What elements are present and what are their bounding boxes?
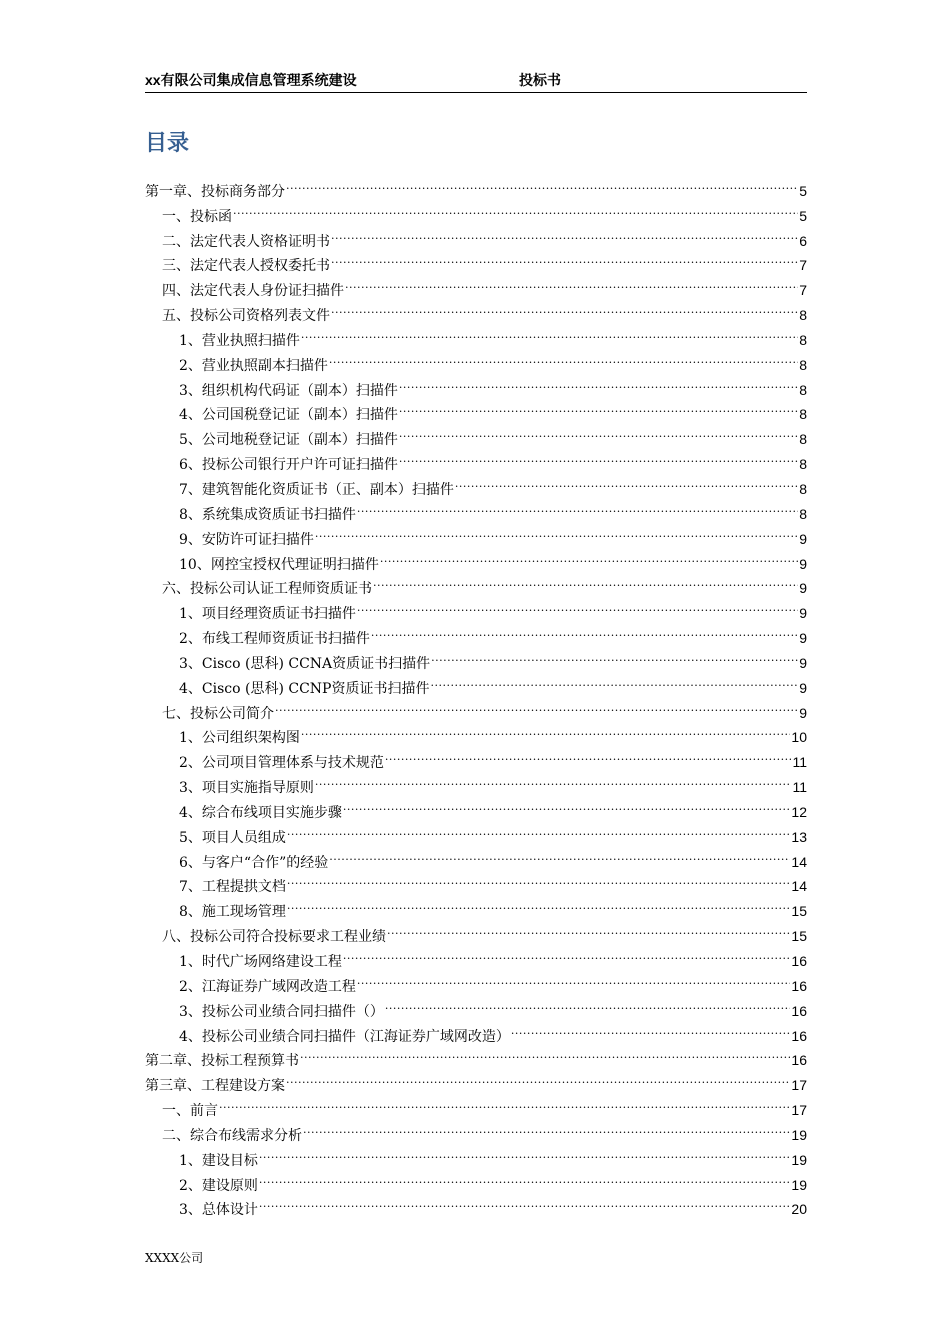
toc-entry-title: 4、公司国税登记证（副本）扫描件 [179, 407, 398, 424]
toc-entry[interactable] [145, 221, 807, 250]
toc-entry[interactable] [145, 693, 807, 722]
toc-page-number: 16 [791, 1052, 807, 1069]
toc-entry[interactable] [145, 668, 807, 697]
toc-entry[interactable] [145, 1016, 807, 1045]
toc-page-number: 9 [799, 704, 807, 721]
toc-entry-title: 三、法定代表人授权委托书 [162, 258, 330, 275]
toc-leader-dots [287, 891, 791, 916]
toc-leader-dots [371, 618, 798, 643]
toc-page-number: 9 [799, 679, 807, 696]
toc-leader-dots [301, 320, 798, 345]
toc-entry[interactable] [145, 991, 807, 1020]
toc-leader-dots [300, 1041, 790, 1066]
toc-leader-dots [345, 270, 798, 295]
toc-entry[interactable] [145, 1065, 807, 1095]
toc-entry[interactable] [145, 891, 807, 921]
toc-page-number: 15 [791, 928, 807, 945]
toc-entry-title: 6、投标公司银行开户许可证扫描件 [179, 457, 398, 474]
toc-entry-title: 9、安防许可证扫描件 [179, 531, 314, 548]
toc-page-number: 5 [799, 207, 807, 224]
toc-leader-dots [431, 643, 798, 668]
toc-entry-title: 八、投标公司符合投标要求工程业绩 [162, 929, 386, 946]
toc-page-number: 7 [799, 257, 807, 274]
toc-entry[interactable] [145, 544, 807, 573]
toc-entry-title: 6、与客户“合作”的经验 [179, 854, 329, 871]
toc-page-number: 16 [791, 1027, 807, 1044]
toc-entry-title: 8、施工现场管理 [179, 904, 286, 921]
toc-entry-title: 4、投标公司业绩合同扫描件（江海证券广域网改造） [179, 1028, 510, 1045]
toc-page-number: 6 [799, 232, 807, 249]
toc-entry-title: 4、Cisco (思科) CCNP资质证书扫描件 [179, 680, 430, 697]
toc-leader-dots [275, 693, 798, 718]
toc-entry[interactable] [145, 718, 807, 747]
toc-entry[interactable] [145, 295, 807, 325]
toc-entry-title: 2、建设原则 [179, 1177, 258, 1194]
toc-leader-dots [343, 941, 791, 966]
toc-page-number: 17 [791, 1077, 807, 1094]
toc-entry-title: 1、公司组织架构图 [179, 730, 300, 747]
toc-leader-dots [399, 444, 798, 469]
toc-leader-dots [455, 469, 798, 494]
toc-entry-title: 1、建设目标 [179, 1152, 258, 1169]
toc-page-number: 8 [799, 406, 807, 423]
toc-entry[interactable] [145, 593, 807, 623]
toc-entry[interactable] [145, 246, 807, 275]
toc-page-number: 8 [799, 480, 807, 497]
toc-entry-title: 六、投标公司认证工程师资质证书 [162, 581, 372, 598]
toc-page-number: 5 [799, 182, 807, 199]
toc-leader-dots [219, 1090, 790, 1115]
toc-entry-title: 7、建筑智能化资质证书（正、副本）扫描件 [179, 481, 454, 498]
toc-entry-title: 第二章、投标工程预算书 [145, 1053, 299, 1070]
toc-leader-dots [329, 345, 798, 370]
toc-entry[interactable] [145, 370, 807, 399]
toc-leader-dots [259, 1165, 791, 1190]
toc-entry[interactable] [145, 345, 807, 374]
toc-entry-title: 一、前言 [162, 1103, 218, 1120]
toc-entry[interactable] [145, 320, 807, 349]
page-header [145, 70, 807, 93]
toc-page-number: 8 [799, 331, 807, 348]
header-project-title: xx有限公司集成信息管理系统建设 [145, 72, 357, 88]
toc-leader-dots [329, 842, 790, 867]
toc-entry[interactable] [145, 1090, 807, 1120]
toc-leader-dots [385, 742, 792, 767]
toc-entry[interactable] [145, 395, 807, 424]
toc-entry[interactable] [145, 867, 807, 896]
toc-page-number: 19 [791, 1176, 807, 1193]
toc-heading: 目录 [145, 131, 190, 156]
toc-page-number: 17 [791, 1102, 807, 1119]
toc-entry[interactable] [145, 941, 807, 970]
toc-entry[interactable] [145, 742, 807, 772]
toc-entry-title: 七、投标公司简介 [162, 705, 274, 722]
toc-page-number: 8 [799, 505, 807, 522]
toc-entry-title: 二、综合布线需求分析 [162, 1127, 302, 1144]
toc-entry-title: 二、法定代表人资格证明书 [162, 233, 330, 250]
toc-entry-title: 1、项目经理资质证书扫描件 [179, 606, 356, 623]
toc-entry-title: 一、投标函 [162, 208, 232, 225]
toc-leader-dots [315, 767, 792, 792]
toc-page-number: 10 [791, 729, 807, 746]
toc-leader-dots [315, 519, 798, 544]
toc-entry[interactable] [145, 569, 807, 598]
toc-leader-dots [287, 817, 791, 842]
toc-page-number: 7 [799, 282, 807, 299]
toc-leader-dots [259, 1140, 791, 1165]
toc-entry[interactable] [145, 171, 807, 200]
toc-entry-title: 3、总体设计 [179, 1202, 258, 1219]
toc-page-number: 8 [799, 431, 807, 448]
toc-page-number: 9 [799, 555, 807, 572]
header-doc-type: 投标书 [519, 72, 561, 88]
toc-entry-title: 1、营业执照扫描件 [179, 332, 300, 349]
toc-page-number: 20 [791, 1201, 807, 1218]
toc-leader-dots [343, 792, 791, 817]
toc-page-number: 8 [799, 456, 807, 473]
toc-entry-title: 8、系统集成资质证书扫描件 [179, 506, 356, 523]
toc-entry[interactable] [145, 1190, 807, 1219]
toc-page-number: 9 [799, 630, 807, 647]
toc-entry[interactable] [145, 792, 807, 821]
toc-leader-dots [286, 171, 798, 196]
toc-entry[interactable] [145, 817, 807, 846]
toc-page-number: 9 [799, 580, 807, 597]
toc-page-number: 15 [791, 903, 807, 920]
toc-page-number: 12 [791, 803, 807, 820]
toc-page-number: 11 [792, 779, 807, 796]
toc-leader-dots [387, 916, 790, 941]
toc-page-number: 8 [799, 307, 807, 324]
toc-leader-dots [357, 966, 791, 991]
toc-leader-dots [331, 295, 798, 320]
toc-entry[interactable] [145, 1165, 807, 1194]
toc-entry-title: 7、工程提拱文档 [179, 879, 286, 896]
toc-leader-dots [286, 1065, 790, 1090]
toc-leader-dots [430, 668, 798, 693]
toc-leader-dots [399, 395, 798, 420]
toc-entry-title: 1、时代广场网络建设工程 [179, 954, 342, 970]
toc-entry[interactable] [145, 767, 807, 797]
toc-entry[interactable] [145, 1041, 807, 1070]
toc-leader-dots [385, 991, 791, 1016]
toc-entry[interactable] [145, 469, 807, 498]
toc-entry-title: 3、项目实施指导原则 [179, 780, 314, 797]
toc-entry[interactable] [145, 1115, 807, 1144]
toc-entry[interactable] [145, 643, 807, 672]
toc-page-number: 19 [791, 1151, 807, 1168]
toc-leader-dots [233, 196, 798, 221]
toc-entry-title: 5、公司地税登记证（副本）扫描件 [179, 432, 398, 449]
toc-page-number: 11 [792, 754, 807, 771]
toc-entry[interactable] [145, 618, 807, 648]
toc-entry[interactable] [145, 519, 807, 548]
toc-page-number: 16 [791, 1002, 807, 1019]
toc-leader-dots [511, 1016, 791, 1041]
toc-entry-title: 五、投标公司资格列表文件 [162, 308, 330, 325]
toc-leader-dots [303, 1115, 790, 1140]
toc-page-number: 13 [791, 828, 807, 845]
toc-leader-dots [331, 246, 798, 271]
toc-entry[interactable] [145, 966, 807, 995]
toc-leader-dots [373, 569, 798, 594]
toc-page-number: 9 [799, 654, 807, 671]
toc-entry-title: 2、江海证券广域网改造工程 [179, 978, 356, 995]
toc-entry-title: 四、法定代表人身份证扫描件 [162, 283, 344, 300]
page-footer: XXXX公司 [145, 1251, 204, 1265]
toc-entry[interactable] [145, 444, 807, 474]
toc-leader-dots [331, 221, 798, 246]
toc-entry-title: 4、综合布线项目实施步骤 [179, 804, 342, 821]
toc-entry-title: 3、投标公司业绩合同扫描件（） [179, 1003, 384, 1020]
toc-leader-dots [357, 593, 798, 618]
toc-entry[interactable] [145, 419, 807, 449]
toc-page-number: 14 [791, 878, 807, 895]
toc-page-number: 9 [799, 605, 807, 622]
toc-entry[interactable] [145, 494, 807, 523]
toc-leader-dots [399, 419, 798, 444]
toc-entry[interactable] [145, 196, 807, 225]
toc-leader-dots [259, 1190, 791, 1215]
toc-page-number: 19 [791, 1126, 807, 1143]
toc-entry-title: 3、Cisco (思科) CCNA资质证书扫描件 [179, 655, 431, 672]
toc-entry-title: 第一章、投标商务部分 [145, 183, 285, 200]
toc-entry-title: 10、网控宝授权代理证明扫描件 [179, 556, 379, 573]
toc-page-number: 16 [791, 977, 807, 994]
toc-leader-dots [380, 544, 798, 569]
toc-entry[interactable] [145, 1140, 807, 1169]
toc-leader-dots [287, 867, 791, 892]
toc-page-number: 8 [799, 356, 807, 373]
toc-page-number: 16 [791, 953, 807, 969]
toc-entry-title: 2、公司项目管理体系与技术规范 [179, 755, 384, 772]
toc-entry[interactable] [145, 270, 807, 300]
toc-entry-title: 3、组织机构代码证（副本）扫描件 [179, 382, 398, 399]
toc-leader-dots [301, 718, 791, 743]
toc-leader-dots [399, 370, 798, 395]
toc-page-number: 8 [799, 381, 807, 398]
toc-entry-title: 2、布线工程师资质证书扫描件 [179, 631, 370, 648]
toc-page-number: 14 [791, 853, 807, 870]
toc-entry[interactable] [145, 916, 807, 946]
toc-entry-title: 2、营业执照副本扫描件 [179, 357, 328, 374]
table-of-contents [145, 171, 807, 1219]
toc-leader-dots [357, 494, 798, 519]
toc-entry-title: 第三章、工程建设方案 [145, 1078, 285, 1095]
toc-entry-title: 5、项目人员组成 [179, 829, 286, 846]
toc-page-number: 9 [799, 530, 807, 547]
toc-entry[interactable] [145, 842, 807, 871]
